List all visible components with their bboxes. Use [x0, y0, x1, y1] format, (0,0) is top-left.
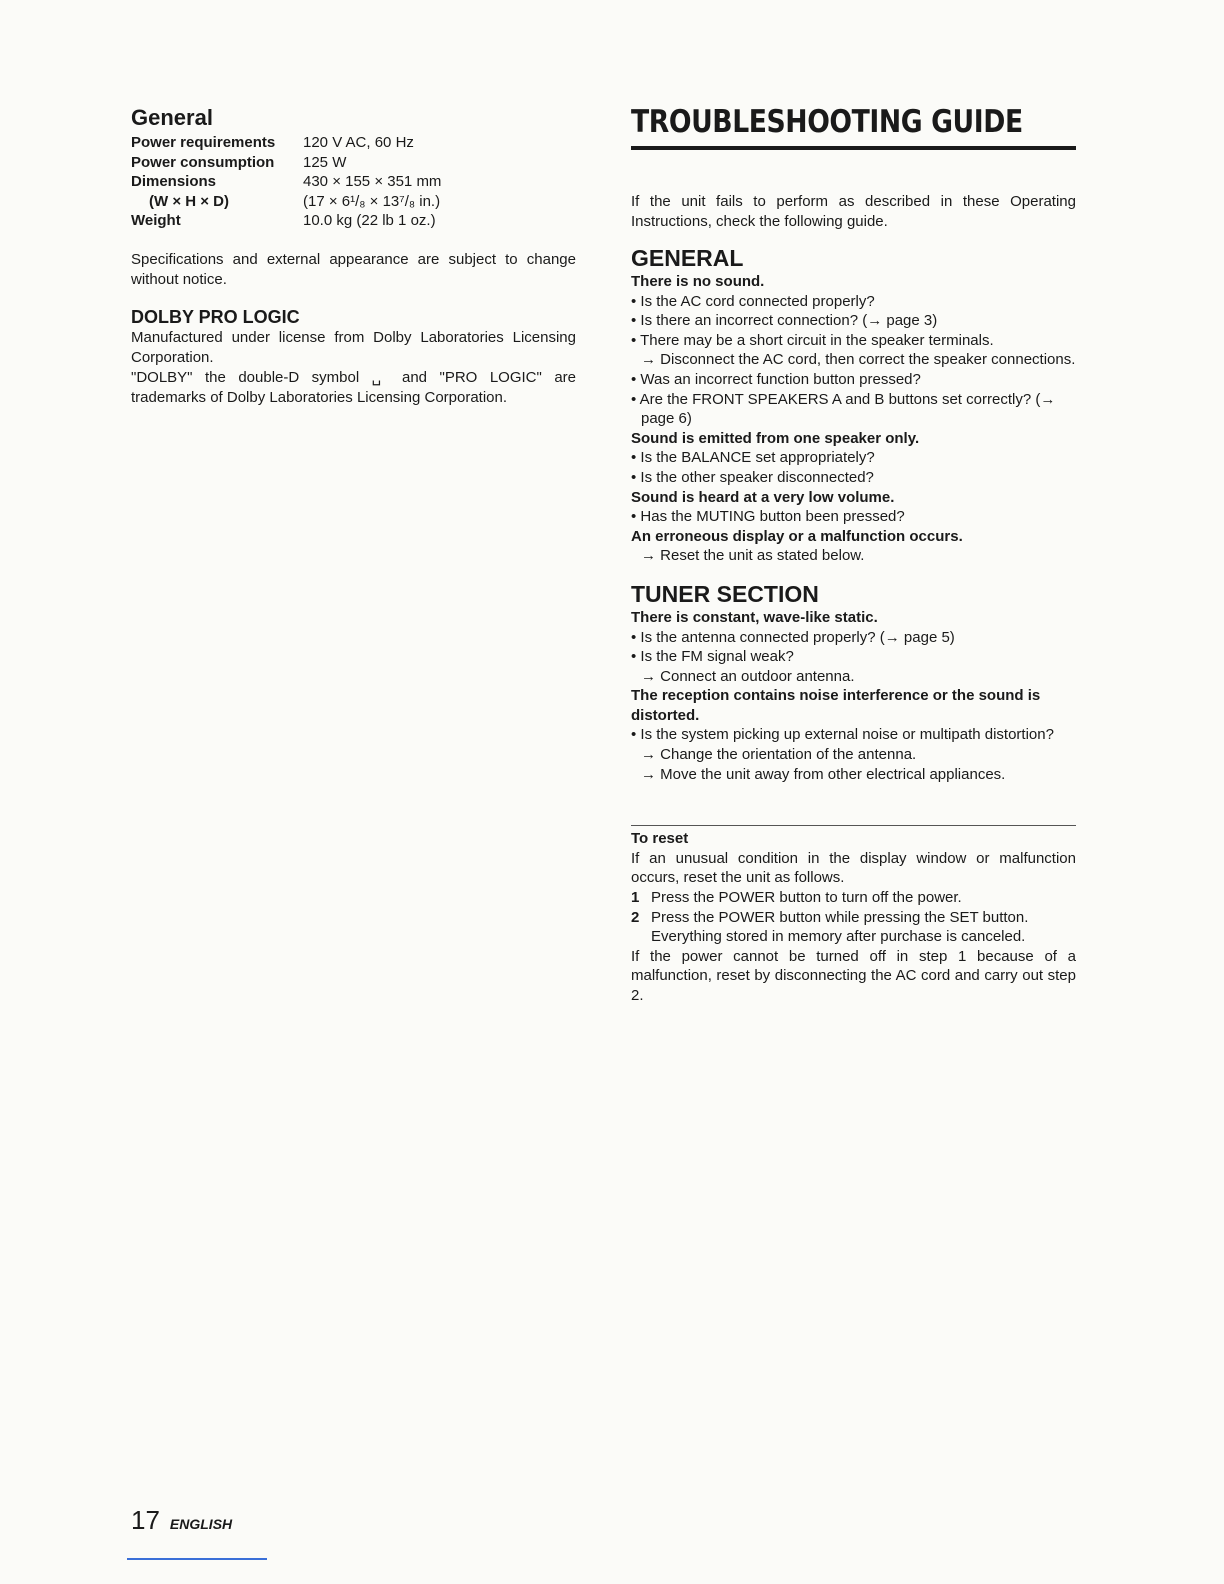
reset-intro: If an unusual condition in the display window or malfunction occurs, reset the unit as follows. [631, 849, 1076, 887]
question: Sound is emitted from one speaker only. [631, 429, 920, 447]
step-text: Press the POWER button to turn off the power. [651, 889, 962, 907]
tuner-heading: TUNER SECTION [631, 580, 819, 607]
remedy: → Reset the unit as stated below. [641, 547, 865, 565]
check-item: • Was an incorrect function button pressed? [631, 370, 921, 388]
spec-value: 10.0 kg (22 lb 1 oz.) [303, 212, 436, 230]
page-footer [131, 1505, 232, 1536]
intro-text: If the unit fails to perform as described in these Operating Instructions, check the following guide. [631, 193, 1076, 230]
remedy: → Connect an outdoor antenna. [641, 667, 855, 685]
right-column [631, 100, 1076, 1006]
dolby-trademark: "DOLBY" the double-D symbol ␣ and "PRO LOGIC" are trademarks of Dolby Laboratories Licensing Corporation. [131, 368, 576, 406]
spec-key: Power requirements [131, 134, 276, 151]
page-title: TROUBLESHOOTING GUIDE [631, 104, 1023, 140]
reset-step [631, 908, 1076, 947]
spec-value: (17 × 6¹/₈ × 13⁷/₈ in.) [303, 192, 441, 210]
language-label: ENGLISH [169, 1516, 233, 1532]
check-item: • Is the other speaker disconnected? [631, 468, 874, 486]
specs-note: Specifications and external appearance are subject to change without notice. [131, 250, 576, 288]
question: Sound is heard at a very low volume. [631, 488, 895, 506]
remedy: → Disconnect the AC cord, then correct the speaker connections. [641, 351, 1076, 369]
question: An erroneous display or a malfunction occurs. [631, 527, 963, 545]
check-item: • Is the system picking up external noise or multipath distortion? [631, 726, 1054, 744]
spec-key: (W × H × D) [149, 192, 230, 210]
remedy: → Change the orientation of the antenna. [641, 746, 917, 764]
check-item: • Has the MUTING button been pressed? [631, 508, 905, 526]
question: There is constant, wave-like static. [631, 608, 878, 626]
spec-row [131, 153, 576, 173]
reset-step [631, 888, 1076, 908]
general-heading: GENERAL [631, 245, 744, 271]
left-column [131, 104, 576, 408]
check-item: • Is there an incorrect connection? (→ page 3) [631, 312, 938, 330]
check-item: • Are the FRONT SPEAKERS A and B buttons set correctly? (→ page 6) [631, 390, 1056, 428]
question: The reception contains noise interference or the sound is distorted. [631, 687, 1041, 724]
step-text: Press the POWER button while pressing the SET button. Everything stored in memory after purchase is canceled. [651, 908, 1029, 946]
reset-outro: If the power cannot be turned off in step 1 because of a malfunction, reset by disconnecting the AC cord and carry out step 2. [631, 947, 1076, 1004]
dolby-license: Manufactured under license from Dolby Laboratories Licensing Corporation. [131, 328, 576, 366]
spec-row [131, 172, 576, 192]
page-number: 17 [131, 1505, 160, 1535]
spec-value: 125 W [303, 153, 347, 171]
spec-row [131, 192, 576, 212]
check-item: • Is the antenna connected properly? (→ page 5) [631, 628, 955, 646]
spec-key: Dimensions [131, 173, 217, 191]
step-number: 2 [631, 908, 640, 926]
dolby-title: DOLBY PRO LOGIC [131, 306, 300, 327]
spec-row [131, 211, 576, 231]
remedy: → Move the unit away from other electrical appliances. [641, 765, 1006, 783]
spec-value: 430 × 155 × 351 mm [303, 173, 442, 191]
check-item: • There may be a short circuit in the speaker terminals. [631, 331, 994, 349]
check-item: • Is the FM signal weak? [631, 648, 794, 666]
check-item: • Is the BALANCE set appropriately? [631, 449, 875, 467]
spec-key: Weight [131, 212, 181, 230]
step-number: 1 [631, 889, 640, 907]
spec-row [131, 133, 576, 153]
question: There is no sound. [631, 273, 765, 290]
title-underline [631, 146, 1076, 150]
specs-table [131, 133, 576, 231]
footer-rule [127, 1558, 267, 1560]
reset-divider [631, 825, 1076, 826]
spec-key: Power consumption [131, 153, 275, 171]
reset-title: To reset [631, 830, 689, 848]
specs-title: General [131, 105, 213, 130]
spec-value: 120 V AC, 60 Hz [303, 134, 414, 151]
check-item: • Is the AC cord connected properly? [631, 292, 875, 310]
